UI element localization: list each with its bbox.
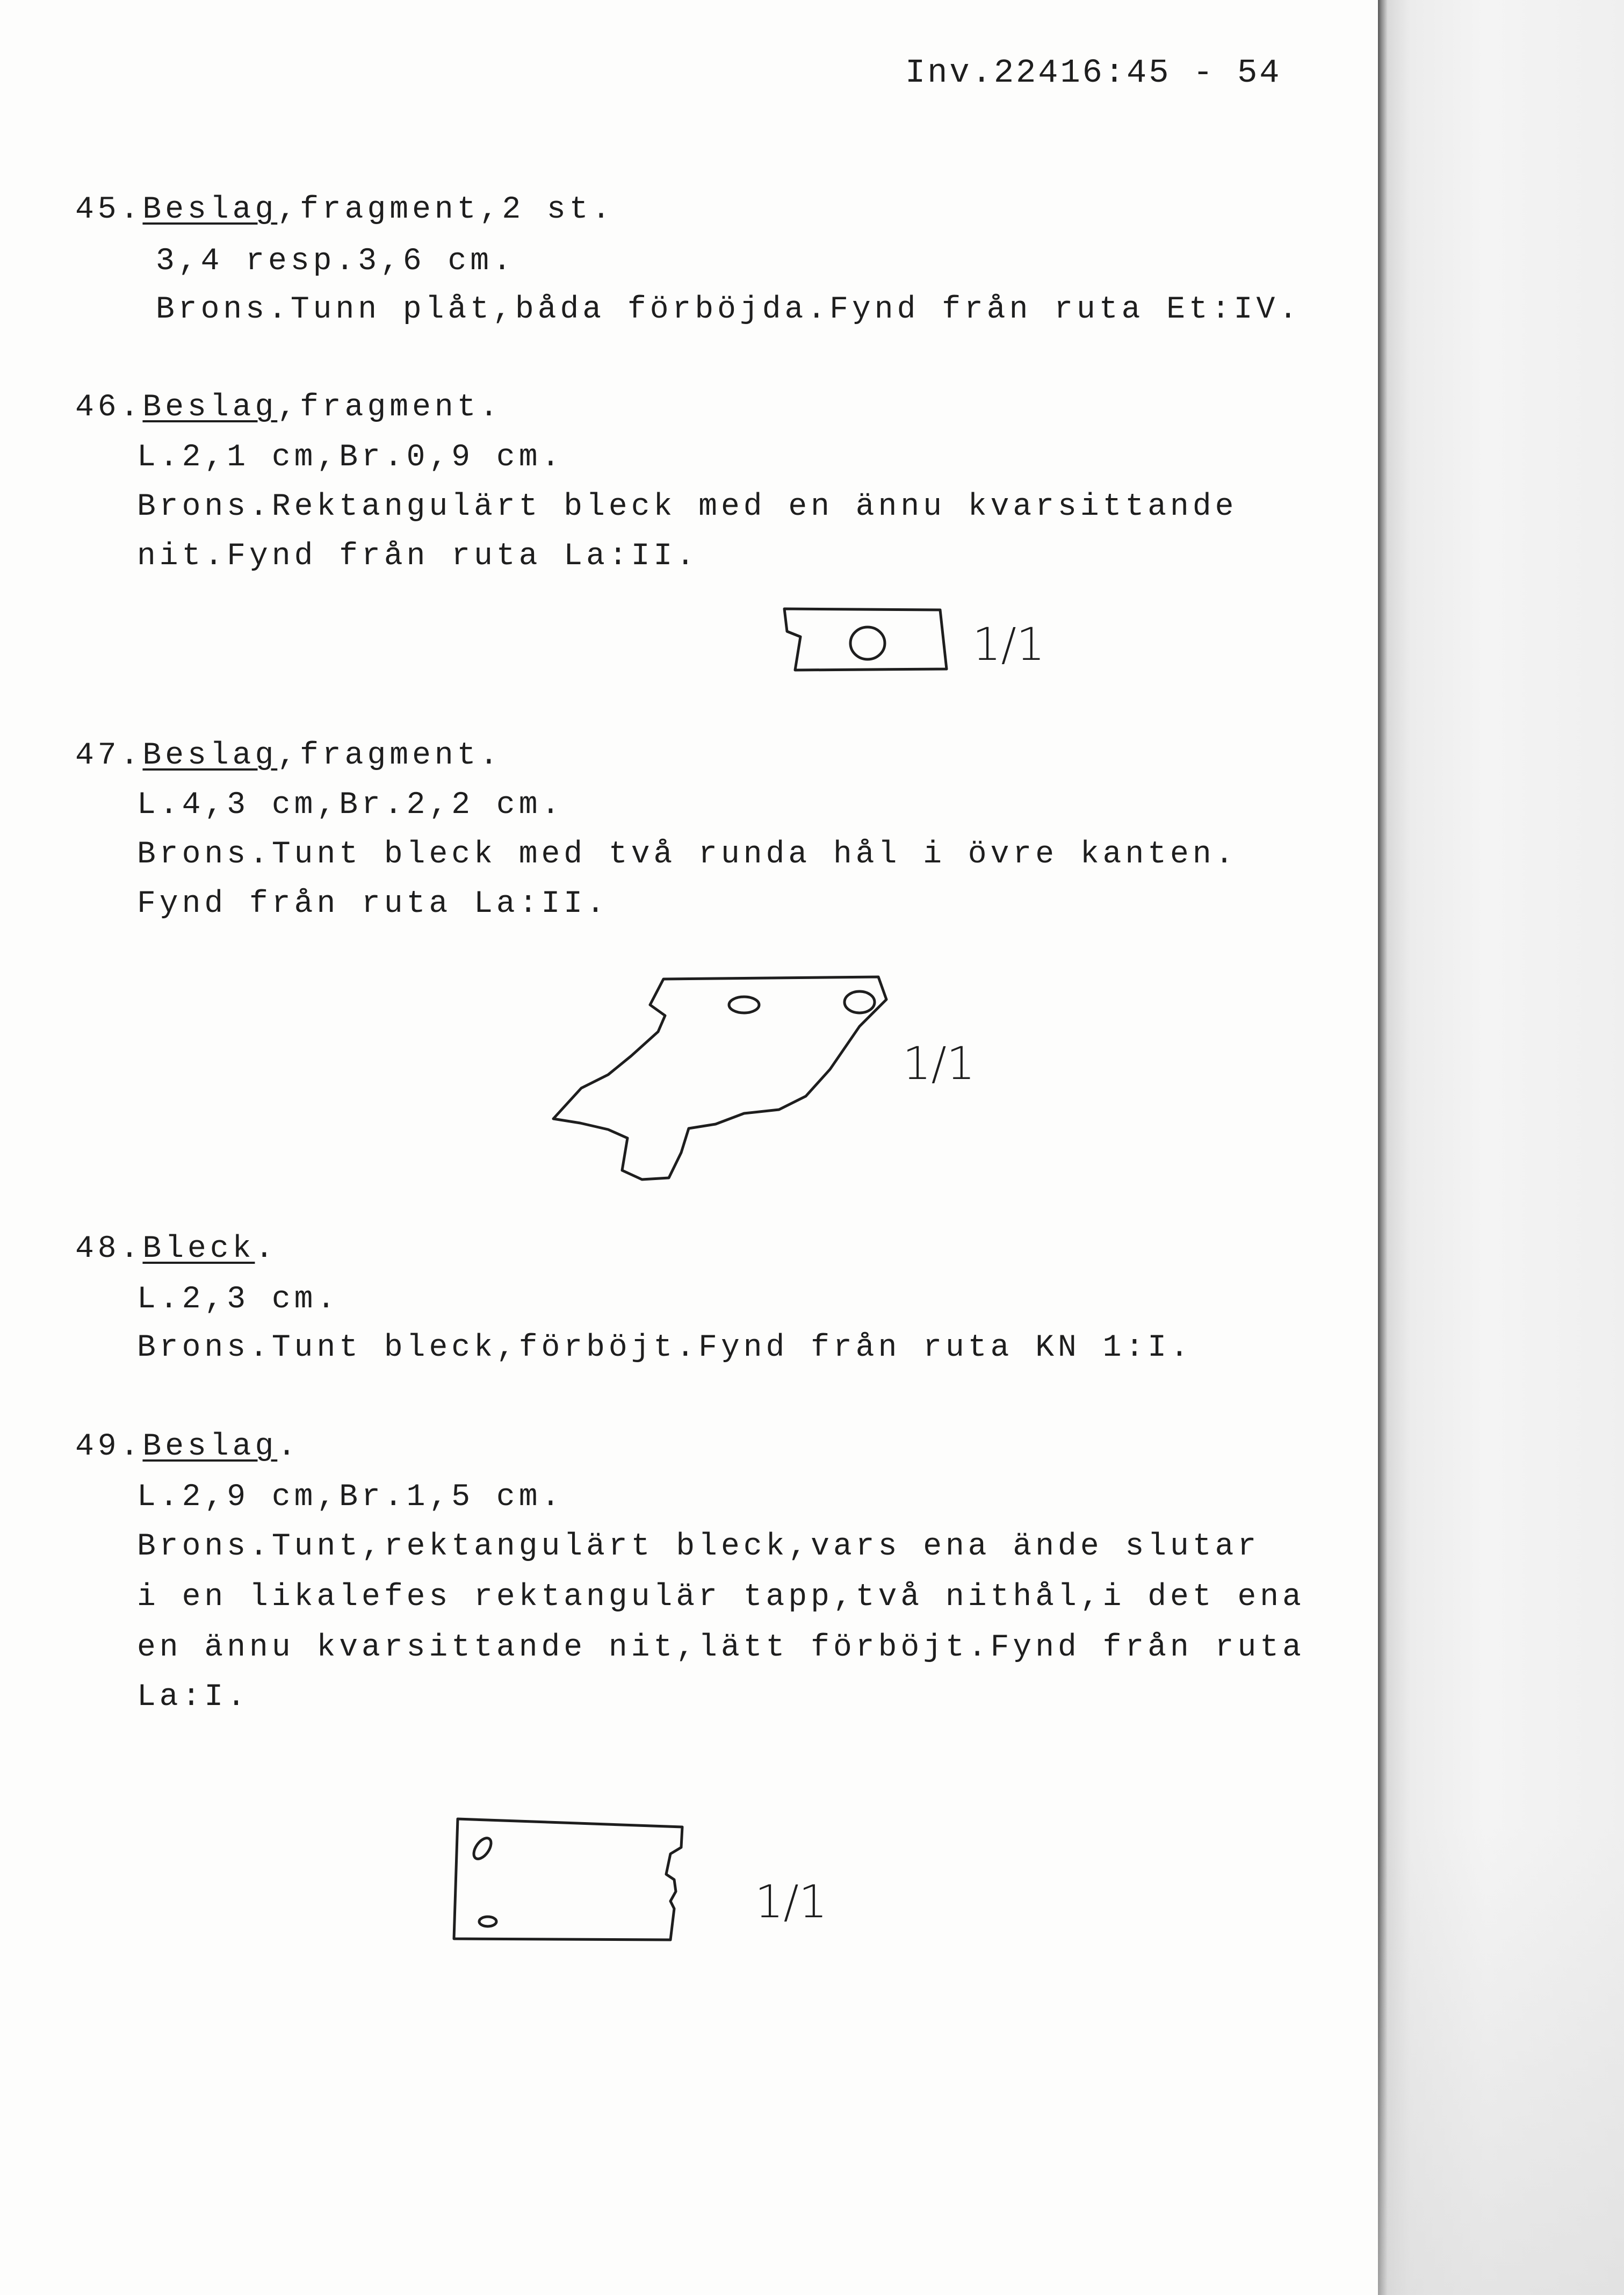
entry-49-sketch <box>446 1811 693 1956</box>
entry-45-line: Brons.Tunn plåt,båda förböjda.Fynd från ruta Et:IV. <box>156 292 1302 327</box>
hole <box>729 997 759 1013</box>
rivet-hole <box>850 627 885 659</box>
entry-45-heading <box>75 192 615 227</box>
entry-48-heading <box>75 1234 277 1265</box>
entry-number: 49. <box>75 1429 143 1464</box>
entry-48-line: Brons.Tunt bleck,förböjt.Fynd från ruta KN 1:I. <box>137 1330 1193 1365</box>
entry-title-suffix: ,fragment. <box>277 390 502 425</box>
rivet-hole <box>479 1917 496 1926</box>
entry-47-scale: 1/1 <box>903 1037 976 1090</box>
entry-49-line: i en likalefes rektangulär tapp,två nithål,i det ena <box>137 1580 1305 1615</box>
hole <box>845 991 875 1013</box>
entry-47-line: Fynd från ruta La:II. <box>137 887 609 922</box>
entry-47-heading <box>75 740 502 772</box>
entry-47-line: L.4,3 cm,Br.2,2 cm. <box>137 788 564 823</box>
entry-46-sketch <box>774 599 951 680</box>
entry-title: Beslag <box>142 192 278 227</box>
entry-46-line: nit.Fynd från ruta La:II. <box>137 539 699 574</box>
entry-number: 45. <box>75 192 143 227</box>
fragment-outline <box>553 977 886 1179</box>
entry-49-line: Brons.Tunt,rektangulärt bleck,vars ena ände slutar <box>137 1529 1260 1564</box>
entry-title: Beslag <box>142 1429 278 1464</box>
entry-49-line: L.2,9 cm,Br.1,5 cm. <box>137 1480 564 1515</box>
entry-49-line: en ännu kvarsittande nit,lätt förböjt.Fynd från ruta <box>137 1630 1305 1665</box>
entry-45-line: 3,4 resp.3,6 cm. <box>156 244 515 279</box>
entry-title: Beslag <box>142 738 278 773</box>
entry-title: Bleck <box>142 1232 255 1267</box>
page-edge-fade <box>1378 1827 1624 2295</box>
bleck-outline <box>784 609 947 670</box>
entry-49-heading <box>75 1431 300 1463</box>
entry-number: 46. <box>75 390 143 425</box>
entry-title-suffix: ,fragment,2 st. <box>277 192 615 227</box>
entry-46-heading <box>75 392 502 423</box>
entry-title-suffix: ,fragment. <box>277 738 502 773</box>
entry-48-line: L.2,3 cm. <box>137 1282 340 1317</box>
rivet-hole <box>471 1835 495 1862</box>
entry-number: 48. <box>75 1232 143 1267</box>
entry-46-scale: 1/1 <box>972 618 1045 671</box>
entry-47-sketch <box>548 967 897 1188</box>
entry-49-line: La:I. <box>137 1680 250 1715</box>
entry-title: Beslag <box>142 390 278 425</box>
entry-49-scale: 1/1 <box>755 1875 828 1928</box>
entry-46-line: L.2,1 cm,Br.0,9 cm. <box>137 440 564 475</box>
entry-number: 47. <box>75 738 143 773</box>
entry-title-suffix: . <box>277 1429 300 1464</box>
inventory-number: Inv.22416:45 - 54 <box>905 54 1282 92</box>
entry-47-line: Brons.Tunt bleck med två runda hål i övre kanten. <box>137 837 1238 872</box>
entry-title-suffix: . <box>255 1232 278 1267</box>
entry-46-line: Brons.Rektangulärt bleck med en ännu kvarsittande <box>137 490 1238 524</box>
